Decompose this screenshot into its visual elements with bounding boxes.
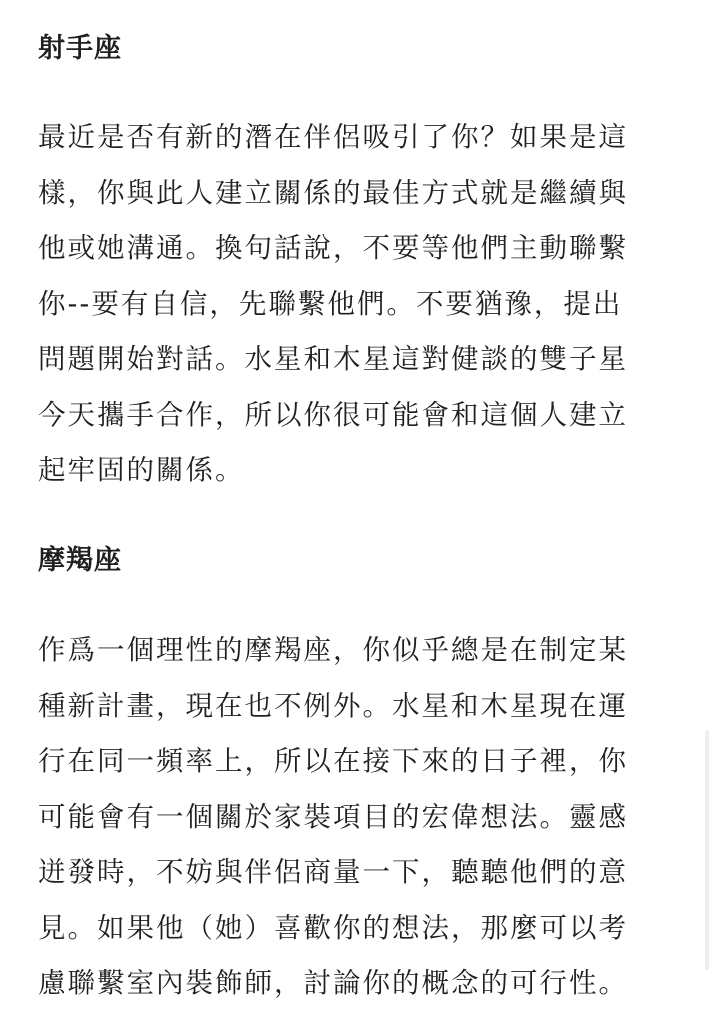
paragraph-line: 他或她溝通。換句話說，不要等他們主動聯繫: [38, 232, 628, 264]
paragraph-line: 可能會有一個關於家裝項目的宏偉想法。靈感: [38, 800, 628, 833]
paragraph-capricorn: [38, 623, 678, 1012]
paragraph-line: 最近是否有新的潛在伴侶吸引了你？如果是這: [38, 121, 628, 153]
section-title-sagittarius: 射手座: [38, 33, 122, 64]
section-title-capricorn: 摩羯座: [38, 545, 122, 576]
paragraph-line: 種新計畫，現在也不例外。水星和木星現在運: [38, 689, 628, 722]
paragraph-line: 迸發時，不妨與伴侶商量一下，聽聽他們的意: [38, 856, 628, 888]
scrollbar[interactable]: [705, 730, 709, 970]
paragraph-sagittarius: [38, 110, 678, 499]
paragraph-line: 見。如果他（她）喜歡你的想法，那麼可以考: [38, 911, 628, 944]
paragraph-line: 樣，你與此人建立關係的最佳方式就是繼續與: [38, 176, 628, 209]
paragraph-line: 起牢固的關係。: [38, 454, 245, 486]
paragraph-line: 今天攜手合作，所以你很可能會和這個人建立: [38, 398, 628, 431]
paragraph-line: 慮聯繫室內裝飾師，討論你的概念的可行性。: [38, 967, 628, 999]
paragraph-line: 問題開始對話。水星和木星這對健談的雙子星: [38, 343, 628, 375]
paragraph-line: 你--要有自信，先聯繫他們。不要猶豫，提出: [38, 287, 623, 320]
paragraph-line: 行在同一頻率上，所以在接下來的日子裡，你: [38, 745, 628, 777]
paragraph-line: 作爲一個理性的摩羯座，你似乎總是在制定某: [38, 634, 628, 666]
